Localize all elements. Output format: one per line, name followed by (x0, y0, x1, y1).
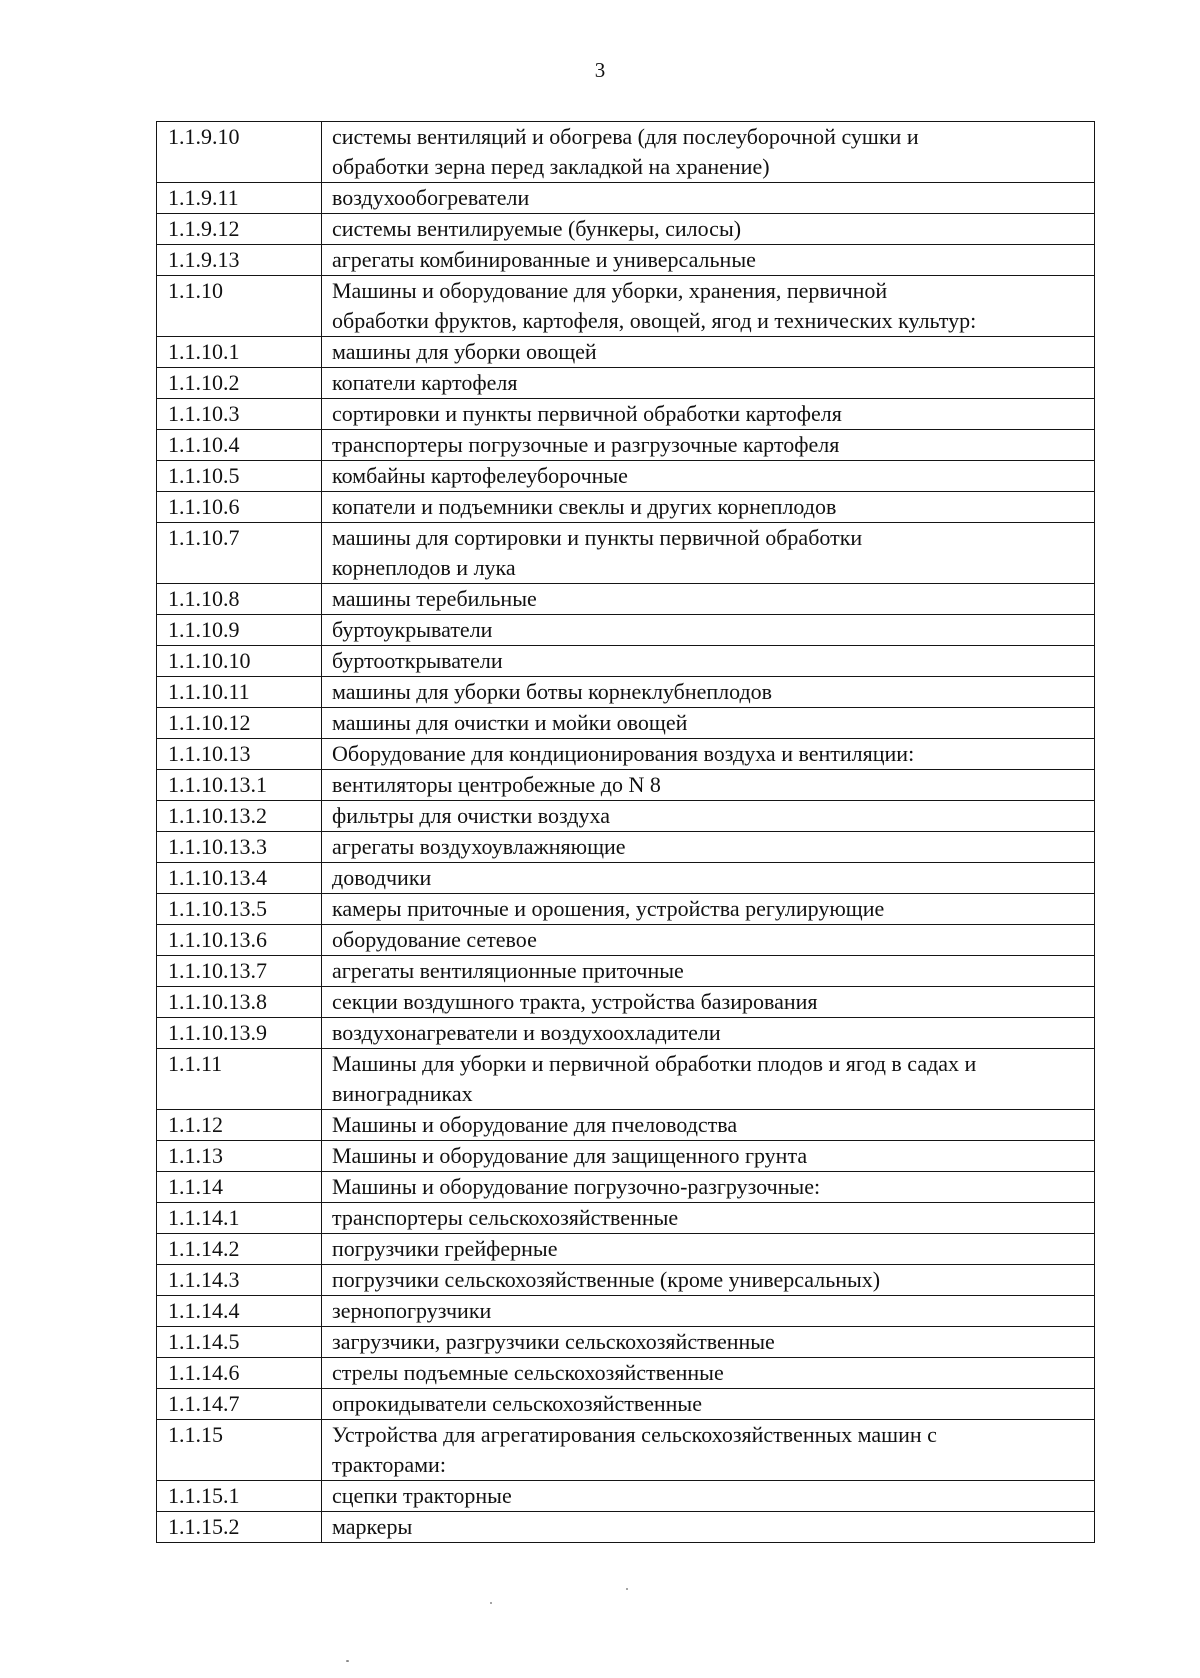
description-line: обработки зерна перед закладкой на хранение) (332, 154, 770, 179)
table-row (157, 1327, 1095, 1358)
description-line: системы вентиляций и обогрева (для послеуборочной сушки и (332, 124, 919, 149)
item-code: 1.1.10.7 (157, 523, 322, 584)
item-code: 1.1.10.12 (157, 708, 322, 739)
item-code: 1.1.10.13.2 (157, 801, 322, 832)
item-code: 1.1.9.10 (157, 122, 322, 183)
item-code: 1.1.10.13.4 (157, 863, 322, 894)
item-code: 1.1.10.13.7 (157, 956, 322, 987)
item-description (322, 1141, 1095, 1172)
item-description (322, 925, 1095, 956)
description-line: машины для очистки и мойки овощей (332, 710, 688, 735)
item-description (322, 1327, 1095, 1358)
item-description (322, 183, 1095, 214)
item-description (322, 245, 1095, 276)
item-description (322, 1358, 1095, 1389)
item-code: 1.1.10.3 (157, 399, 322, 430)
item-code: 1.1.10.9 (157, 615, 322, 646)
item-code: 1.1.11 (157, 1049, 322, 1110)
item-description (322, 1265, 1095, 1296)
item-description (322, 956, 1095, 987)
table-row (157, 646, 1095, 677)
description-line: тракторами: (332, 1452, 446, 1477)
description-line: погрузчики грейферные (332, 1236, 558, 1261)
item-code: 1.1.15 (157, 1420, 322, 1481)
table-row (157, 1110, 1095, 1141)
description-line: воздухообогреватели (332, 185, 530, 210)
item-description (322, 122, 1095, 183)
scan-speck (490, 1602, 492, 1604)
table-row (157, 925, 1095, 956)
description-line: транспортеры погрузочные и разгрузочные картофеля (332, 432, 840, 457)
item-code: 1.1.14.3 (157, 1265, 322, 1296)
item-description (322, 832, 1095, 863)
table-row (157, 430, 1095, 461)
item-description (322, 863, 1095, 894)
description-line: фильтры для очистки воздуха (332, 803, 610, 828)
description-line: Машины для уборки и первичной обработки плодов и ягод в садах и (332, 1051, 977, 1076)
item-description (322, 677, 1095, 708)
table-row (157, 1389, 1095, 1420)
description-line: погрузчики сельскохозяйственные (кроме универсальных) (332, 1267, 881, 1292)
description-line: маркеры (332, 1514, 413, 1539)
item-code: 1.1.10.13.9 (157, 1018, 322, 1049)
item-description (322, 1203, 1095, 1234)
item-code: 1.1.10.8 (157, 584, 322, 615)
description-line: сцепки тракторные (332, 1483, 512, 1508)
item-code: 1.1.10 (157, 276, 322, 337)
description-line: воздухонагреватели и воздухоохладители (332, 1020, 721, 1045)
item-code: 1.1.10.13.3 (157, 832, 322, 863)
item-code: 1.1.10.6 (157, 492, 322, 523)
item-code: 1.1.10.13.6 (157, 925, 322, 956)
item-code: 1.1.12 (157, 1110, 322, 1141)
table-row (157, 584, 1095, 615)
item-description (322, 770, 1095, 801)
item-description (322, 523, 1095, 584)
item-description (322, 894, 1095, 925)
item-description (322, 399, 1095, 430)
item-description (322, 492, 1095, 523)
item-code: 1.1.14.7 (157, 1389, 322, 1420)
table-row (157, 214, 1095, 245)
table-row (157, 1296, 1095, 1327)
table-row (157, 461, 1095, 492)
item-description (322, 708, 1095, 739)
table-row (157, 276, 1095, 337)
item-description (322, 1296, 1095, 1327)
item-description (322, 1420, 1095, 1481)
description-line: секции воздушного тракта, устройства базирования (332, 989, 818, 1014)
description-line: комбайны картофелеуборочные (332, 463, 628, 488)
item-description (322, 1481, 1095, 1512)
item-description (322, 430, 1095, 461)
item-description (322, 1389, 1095, 1420)
item-code: 1.1.9.13 (157, 245, 322, 276)
table-row (157, 1512, 1095, 1543)
item-code: 1.1.10.11 (157, 677, 322, 708)
item-description (322, 646, 1095, 677)
description-line: доводчики (332, 865, 432, 890)
classification-table (156, 121, 1095, 1543)
table-row (157, 523, 1095, 584)
description-line: транспортеры сельскохозяйственные (332, 1205, 679, 1230)
table-row (157, 677, 1095, 708)
description-line: агрегаты воздухоувлажняющие (332, 834, 626, 859)
table-row (157, 492, 1095, 523)
item-code: 1.1.10.13.5 (157, 894, 322, 925)
table-row (157, 245, 1095, 276)
item-description (322, 584, 1095, 615)
description-line: корнеплодов и лука (332, 555, 516, 580)
description-line: машины для уборки ботвы корнеклубнеплодов (332, 679, 773, 704)
table-row (157, 368, 1095, 399)
table-row (157, 739, 1095, 770)
item-description (322, 1110, 1095, 1141)
table-row (157, 1234, 1095, 1265)
table-row (157, 183, 1095, 214)
page-number: 3 (594, 58, 606, 82)
description-line: машины теребильные (332, 586, 537, 611)
description-line: Машины и оборудование погрузочно-разгрузочные: (332, 1174, 821, 1199)
item-description (322, 1512, 1095, 1543)
description-line: Машины и оборудование для пчеловодства (332, 1112, 738, 1137)
item-description (322, 461, 1095, 492)
description-line: загрузчики, разгрузчики сельскохозяйственные (332, 1329, 775, 1354)
item-code: 1.1.15.2 (157, 1512, 322, 1543)
description-line: опрокидыватели сельскохозяйственные (332, 1391, 702, 1416)
item-code: 1.1.10.5 (157, 461, 322, 492)
item-code: 1.1.10.13 (157, 739, 322, 770)
item-description (322, 368, 1095, 399)
description-line: системы вентилируемые (бункеры, силосы) (332, 216, 742, 241)
description-line: буртооткрыватели (332, 648, 503, 673)
item-code: 1.1.9.12 (157, 214, 322, 245)
scan-speck (626, 1588, 628, 1590)
item-code: 1.1.10.2 (157, 368, 322, 399)
item-code: 1.1.14 (157, 1172, 322, 1203)
description-line: стрелы подъемные сельскохозяйственные (332, 1360, 724, 1385)
item-description (322, 1172, 1095, 1203)
item-code: 1.1.14.6 (157, 1358, 322, 1389)
table-row (157, 615, 1095, 646)
table-row (157, 1141, 1095, 1172)
description-line: зернопогрузчики (332, 1298, 492, 1323)
item-code: 1.1.10.1 (157, 337, 322, 368)
item-code: 1.1.14.1 (157, 1203, 322, 1234)
item-code: 1.1.13 (157, 1141, 322, 1172)
description-line: буртоукрыватели (332, 617, 493, 642)
table-row (157, 801, 1095, 832)
description-line: копатели картофеля (332, 370, 518, 395)
table-row (157, 337, 1095, 368)
item-description (322, 1234, 1095, 1265)
item-description (322, 1049, 1095, 1110)
table-row (157, 956, 1095, 987)
table-row (157, 122, 1095, 183)
description-line: машины для уборки овощей (332, 339, 597, 364)
description-line: оборудование сетевое (332, 927, 537, 952)
item-code: 1.1.10.13.8 (157, 987, 322, 1018)
item-description (322, 739, 1095, 770)
item-code: 1.1.14.5 (157, 1327, 322, 1358)
table-row (157, 399, 1095, 430)
table-row (157, 1265, 1095, 1296)
item-description (322, 214, 1095, 245)
table-row (157, 832, 1095, 863)
description-line: агрегаты вентиляционные приточные (332, 958, 684, 983)
table-row (157, 1481, 1095, 1512)
item-code: 1.1.14.2 (157, 1234, 322, 1265)
table-row (157, 770, 1095, 801)
description-line: виноградниках (332, 1081, 473, 1106)
table-row (157, 863, 1095, 894)
table-row (157, 894, 1095, 925)
description-line: камеры приточные и орошения, устройства регулирующие (332, 896, 885, 921)
item-code: 1.1.10.13.1 (157, 770, 322, 801)
description-line: копатели и подъемники свеклы и других корнеплодов (332, 494, 837, 519)
table-row (157, 1172, 1095, 1203)
table-row (157, 1358, 1095, 1389)
table-row (157, 987, 1095, 1018)
item-description (322, 801, 1095, 832)
item-code: 1.1.14.4 (157, 1296, 322, 1327)
table-body (157, 122, 1095, 1543)
description-line: сортировки и пункты первичной обработки картофеля (332, 401, 842, 426)
description-line: вентиляторы центробежные до N 8 (332, 772, 661, 797)
table-row (157, 1018, 1095, 1049)
item-code: 1.1.10.10 (157, 646, 322, 677)
item-description (322, 1018, 1095, 1049)
item-code: 1.1.9.11 (157, 183, 322, 214)
description-line: Оборудование для кондиционирования воздуха и вентиляции: (332, 741, 915, 766)
table-row (157, 708, 1095, 739)
description-line: Машины и оборудование для защищенного грунта (332, 1143, 808, 1168)
table-row (157, 1203, 1095, 1234)
item-description (322, 337, 1095, 368)
item-description (322, 276, 1095, 337)
description-line: Машины и оборудование для уборки, хранения, первичной (332, 278, 888, 303)
item-description (322, 987, 1095, 1018)
description-line: агрегаты комбинированные и универсальные (332, 247, 756, 272)
item-description (322, 615, 1095, 646)
description-line: Устройства для агрегатирования сельскохозяйственных машин с (332, 1422, 937, 1447)
table-row (157, 1049, 1095, 1110)
description-line: обработки фруктов, картофеля, овощей, ягод и технических культур: (332, 308, 977, 333)
item-code: 1.1.10.4 (157, 430, 322, 461)
item-code: 1.1.15.1 (157, 1481, 322, 1512)
table-row (157, 1420, 1095, 1481)
description-line: машины для сортировки и пункты первичной обработки (332, 525, 863, 550)
scan-speck (346, 1660, 349, 1662)
